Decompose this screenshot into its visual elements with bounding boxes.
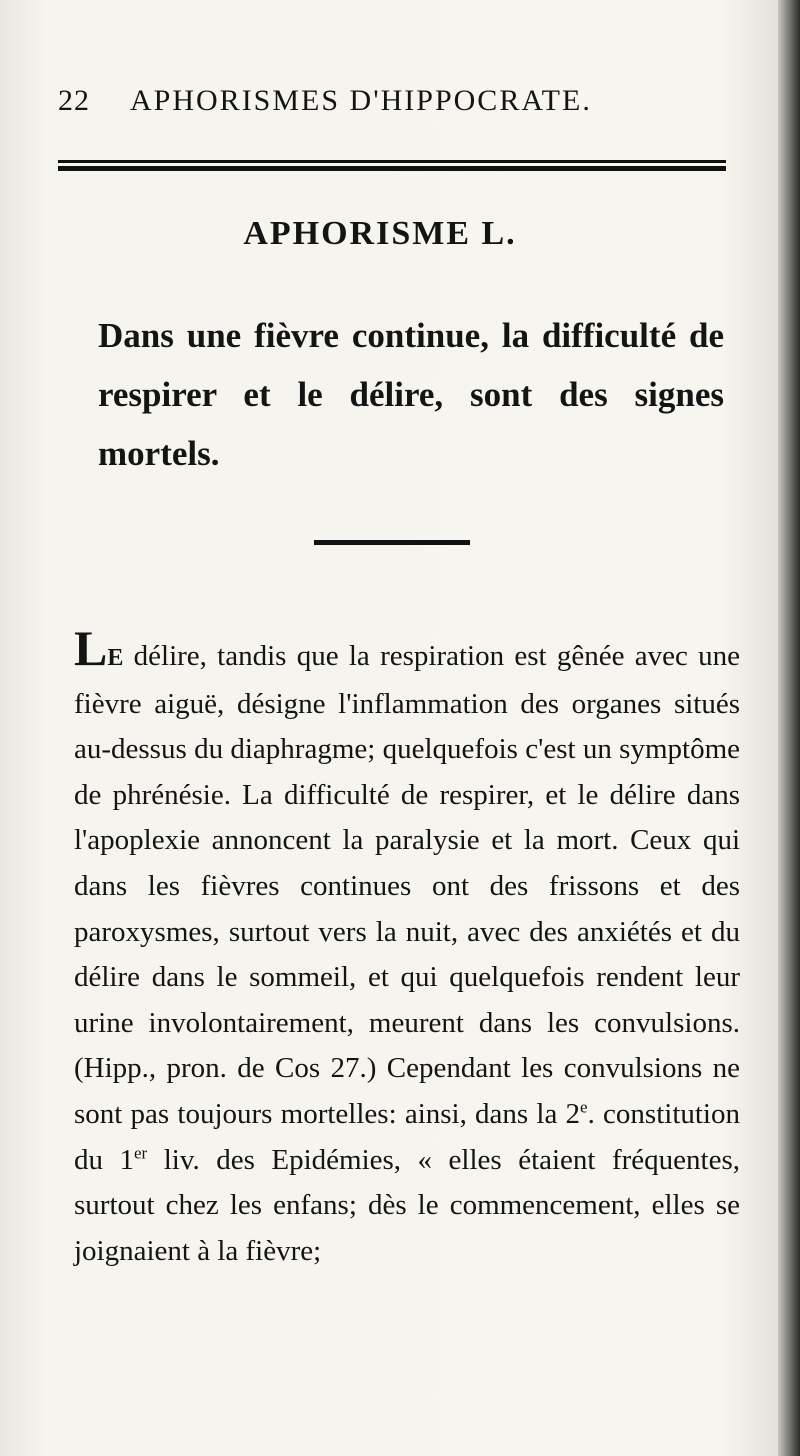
header-rule-thick [58,166,726,171]
commentary-part-2: . constitution du 1 [74,1097,740,1176]
commentary-part-3: liv. des Epidémies, « elles étaient fréquentes, surtout chez les enfans; dès le commencement, elles se joignaient à la fièvre; [74,1143,741,1267]
aphorism-title: APHORISME L. [243,215,517,252]
initial-continuation: E [107,645,124,671]
section-divider [314,540,470,545]
running-title: APHORISMES D'HIPPOCRATE. [130,84,592,117]
aphorism-text: Dans une fièvre continue, la difficulté de respirer et le délire, sont des signes mortels. [98,316,724,473]
commentary-text [74,620,741,1274]
page-number: 22 [58,84,90,117]
header-rule-thin [58,160,726,163]
page-edge-shadow [778,0,800,1456]
commentary-part-1: délire, tandis que la respiration est gênée avec une fièvre aiguë, désigne l'inflammation des organes situés au-dessus du diaphragme; quelquefois c'est un symptôme de phrénésie. La difficulté de respirer, et le délire dans l'apoplexie annoncent la paralysie et la mort. Ceux qui dans les fièvres continues ont des frissons et des paroxysmes, surtout vers la nuit, avec des anxiétés et du délire dans le sommeil, et qui quelquefois rendent leur urine involontairement, meurent dans les convulsions. (Hipp., pron. de Cos 27.) Cependant les convulsions ne sont pas toujours mortelles: ainsi, dans la 2 [74,640,740,1130]
ordinal-suffix-2: er [134,1142,148,1162]
page-header [58,78,738,126]
ordinal-suffix-1: e [580,1097,588,1117]
drop-initial: L [74,620,108,676]
